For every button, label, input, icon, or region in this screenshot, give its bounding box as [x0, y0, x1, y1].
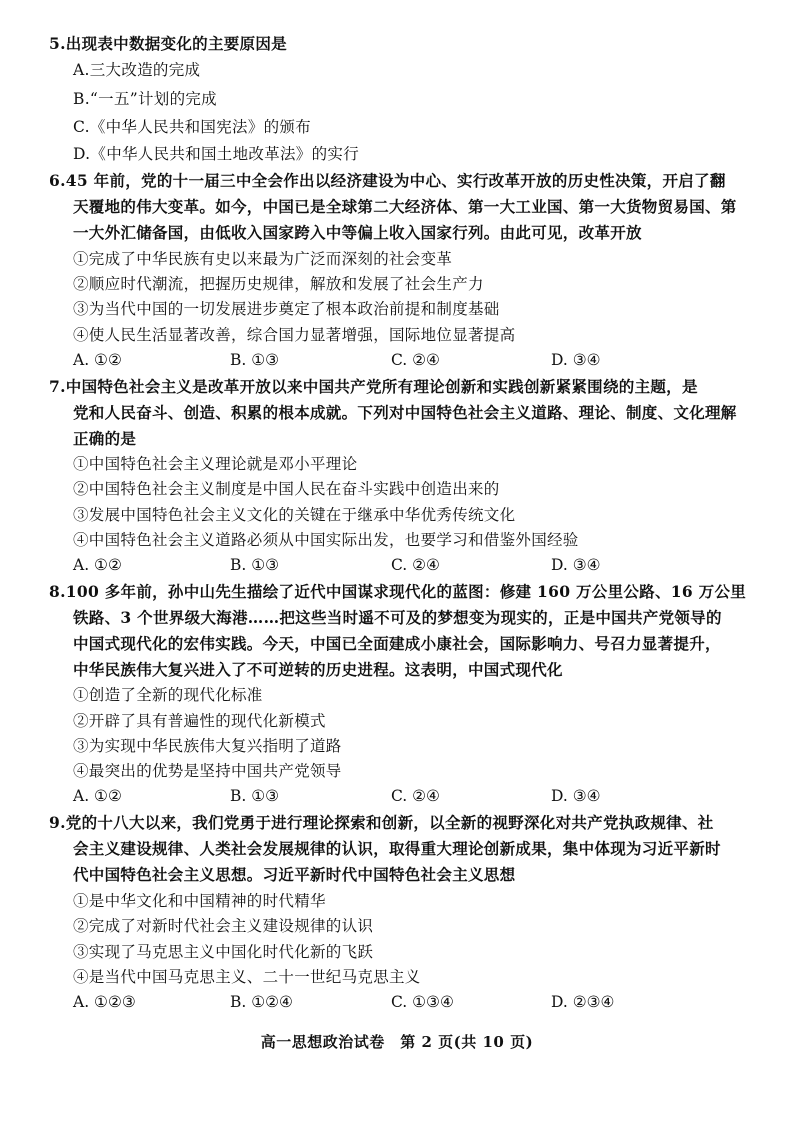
question-5-option-c: C.《中华人民共和国宪法》的颁布 [73, 118, 312, 136]
question-9-choice-c: C. ①③④ [391, 993, 454, 1011]
question-6-choice-c: C. ②④ [391, 351, 440, 369]
question-7-item: ③发展中国特色社会主义文化的关键在于继承中华优秀传统文化 [73, 506, 516, 524]
question-8-stem-line: 中华民族伟大复兴进入了不可逆转的历史进程。这表明，中国式现代化 [73, 660, 563, 679]
question-7-stem-line: 党和人民奋斗、创造、积累的根本成就。下列对中国特色社会主义道路、理论、制度、文化理解 [73, 403, 737, 422]
question-6-choice-b: B. ①③ [230, 351, 280, 369]
question-8-stem-line: 8.100 多年前，孙中山先生描绘了近代中国谋求现代化的蓝图：修建 160 万公里公路、16 万公里 [49, 582, 747, 601]
page-footer: 高一思想政治试卷 第 2 页(共 10 页) [260, 1033, 534, 1051]
question-5-stem: 5.出现表中数据变化的主要原因是 [49, 34, 287, 53]
question-7-choice-c: C. ②④ [391, 556, 440, 574]
question-7-item: ④中国特色社会主义道路必须从中国实际出发，也要学习和借鉴外国经验 [73, 531, 579, 549]
question-6-item: ②顺应时代潮流，把握历史规律，解放和发展了社会生产力 [73, 275, 484, 293]
question-9-stem-line: 代中国特色社会主义思想。习近平新时代中国特色社会主义思想 [73, 865, 516, 884]
question-6-choice-a: A. ①② [73, 351, 122, 369]
question-6-choice-d: D. ③④ [551, 351, 601, 369]
question-8-stem-line: 中国式现代化的宏伟实践。今天，中国已全面建成小康社会，国际影响力、号召力显著提升， [73, 634, 721, 653]
question-6-stem-line: 6.45 年前，党的十一届三中全会作出以经济建设为中心、实行改革开放的历史性决策，开启了翻 [49, 171, 726, 190]
question-9-choice-a: A. ①②③ [73, 993, 136, 1011]
question-5-option-b: B.“一五”计划的完成 [73, 90, 217, 108]
question-8-choice-d: D. ③④ [551, 787, 601, 805]
question-5-option-a: A.三大改造的完成 [73, 61, 201, 79]
question-9-item: ④是当代中国马克思主义、二十一世纪马克思主义 [73, 968, 421, 986]
question-6-stem-line: 一大外汇储备国，由低收入国家跨入中等偏上收入国家行列。由此可见，改革开放 [73, 223, 642, 242]
question-8-choice-b: B. ①③ [230, 787, 280, 805]
question-8-item: ③为实现中华民族伟大复兴指明了道路 [73, 737, 342, 755]
question-7-stem-line: 7.中国特色社会主义是改革开放以来中国共产党所有理论创新和实践创新紧紧围绕的主题，是 [49, 377, 698, 396]
question-9-stem-line: 会主义建设规律、人类社会发展规律的认识，取得重大理论创新成果，集中体现为习近平新时 [73, 839, 721, 858]
question-8-item: ④最突出的优势是坚持中国共产党领导 [73, 762, 342, 780]
question-8-stem-line: 铁路、3 个世界级大海港……把这些当时遥不可及的梦想变为现实的，正是中国共产党领导的 [73, 608, 722, 627]
question-9-item: ③实现了马克思主义中国化时代化新的飞跃 [73, 943, 374, 961]
question-8-choice-a: A. ①② [73, 787, 122, 805]
question-6-item: ①完成了中华民族有史以来最为广泛而深刻的社会变革 [73, 250, 453, 268]
question-9-item: ②完成了对新时代社会主义建设规律的认识 [73, 917, 374, 935]
question-7-choice-b: B. ①③ [230, 556, 280, 574]
question-8-item: ②开辟了具有普遍性的现代化新模式 [73, 712, 326, 730]
question-6-stem-line: 天覆地的伟大变革。如今，中国已是全球第二大经济体、第一大工业国、第一大货物贸易国、第 [73, 197, 737, 216]
question-6-item: ④使人民生活显著改善，综合国力显著增强，国际地位显著提高 [73, 326, 516, 344]
question-9-choice-b: B. ①②④ [230, 993, 293, 1011]
question-7-item: ①中国特色社会主义理论就是邓小平理论 [73, 455, 358, 473]
question-7-item: ②中国特色社会主义制度是中国人民在奋斗实践中创造出来的 [73, 480, 500, 498]
question-9-item: ①是中华文化和中国精神的时代精华 [73, 892, 326, 910]
question-8-choice-c: C. ②④ [391, 787, 440, 805]
question-6-item: ③为当代中国的一切发展进步奠定了根本政治前提和制度基础 [73, 300, 500, 318]
question-7-stem-line: 正确的是 [73, 429, 137, 448]
question-7-choice-a: A. ①② [73, 556, 122, 574]
question-9-choice-d: D. ②③④ [551, 993, 615, 1011]
question-8-item: ①创造了全新的现代化标准 [73, 686, 263, 704]
question-9-stem-line: 9.党的十八大以来，我们党勇于进行理论探索和创新，以全新的视野深化对共产党执政规律、社 [49, 813, 714, 832]
question-5-option-d: D.《中华人民共和国土地改革法》的实行 [73, 145, 360, 163]
question-7-choice-d: D. ③④ [551, 556, 601, 574]
